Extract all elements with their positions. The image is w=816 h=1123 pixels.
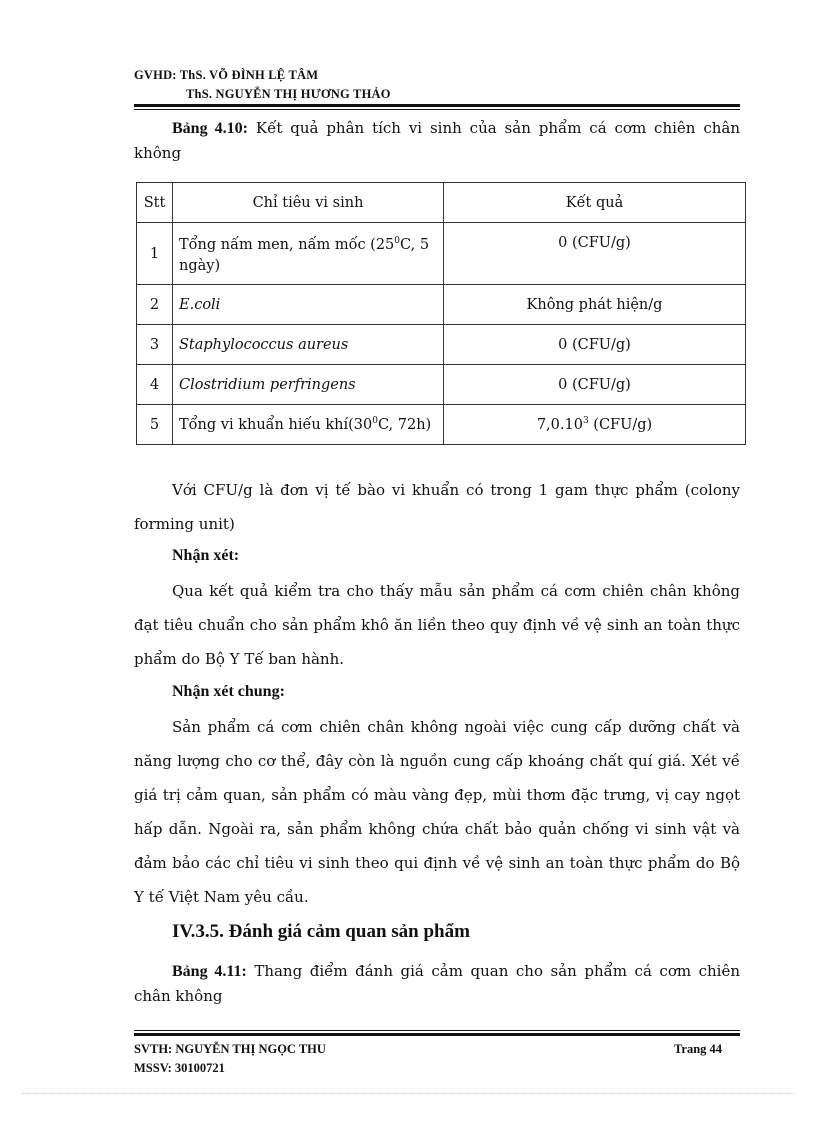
header-stt: Stt [137,183,173,223]
row-stt: 3 [137,325,173,365]
row-stt: 2 [137,285,173,325]
row-result: 0 (CFU/g) [444,365,746,405]
microbial-results-table [136,182,746,445]
table-caption [134,116,740,165]
table-row [137,285,746,325]
row-indicator [173,223,444,285]
footer-rule-thick [134,1033,740,1036]
row-result: Không phát hiện/g [444,285,746,325]
row-indicator [173,405,444,445]
next-caption-label: Bảng 4.11: [172,963,247,980]
general-remark-text: Sản phẩm cá cơm chiên chân không ngoài việc cung cấp dưỡng chất và năng lượng cho cơ thể, đây còn là nguồn cung cấp khoáng chất quí giá. Xét về giá trị cảm quan, sản phẩm có màu vàng đẹp, mùi thơm đặc trưng, vị cay ngọt hấp dẫn. Ngoài ra, sản phẩm không chứa chất bảo quản chống vi sinh vật và đảm bảo các chỉ tiêu vi sinh theo qui định về vệ sinh an toàn thực phẩm do Bộ Y tế Việt Nam yêu cầu. [134,718,740,906]
cfu-note-text: Với CFU/g là đơn vị tế bào vi khuẩn có trong 1 gam thực phẩm (colony forming unit) [134,481,740,533]
supervisor-line-2: ThS. NGUYỄN THỊ HƯƠNG THẢO [186,87,391,101]
header-rule-thick [134,104,740,107]
result-part: (CFU/g) [588,416,653,433]
indicator-part: C, 5 ngày) [179,236,430,275]
indicator-superscript: 0 [394,235,401,246]
student-name: SVTH: NGUYỄN THỊ NGỌC THU [134,1042,326,1056]
table-caption-label: Bảng 4.10: [172,120,249,137]
indicator-part: C, 72h) [377,416,432,433]
indicator-part: Tổng vi khuẩn hiếu khí(30 [179,416,373,433]
footer-rule-thin [134,1030,740,1031]
indicator-part: Tổng nấm men, nấm mốc (25 [179,236,395,253]
general-remark-paragraph [134,710,740,914]
page-number: Trang 44 [674,1042,723,1056]
result-part: 7,0.10 [536,416,583,433]
table-row [137,325,746,365]
row-stt: 5 [137,405,173,445]
student-id: MSSV: 30100721 [134,1061,225,1075]
section-title: IV.3.5. Đánh giá cảm quan sản phẩm [172,921,470,942]
next-table-caption [134,959,740,1008]
row-result [444,405,746,445]
supervisor-line-1: GVHD: ThS. VÕ ĐÌNH LỆ TÂM [134,68,319,82]
table-row [137,223,746,285]
header-result: Kết quả [444,183,746,223]
header-indicator: Chỉ tiêu vi sinh [173,183,444,223]
next-caption-text: Thang điểm đánh giá cảm quan cho sản phẩm cá cơm chiên chân không [134,962,741,1005]
general-remark-label: Nhận xét chung: [172,683,285,700]
page-bottom-divider [22,1093,794,1094]
table-row [137,365,746,405]
row-indicator: Staphylococcus aureus [173,325,444,365]
remark-label: Nhận xét: [172,547,240,564]
row-indicator: E.coli [173,285,444,325]
row-indicator: Clostridium perfringens [173,365,444,405]
header-rule-thin [134,109,740,110]
row-stt: 4 [137,365,173,405]
table-caption-text: Kết quả phân tích vi sinh của sản phẩm cá cơm chiên chân không [134,119,740,162]
table-header-row [137,183,746,223]
remark-text: Qua kết quả kiểm tra cho thấy mẫu sản phẩm cá cơm chiên chân không đạt tiêu chuẩn cho sản phẩm khô ăn liền theo quy định về vệ sinh an toàn thực phẩm do Bộ Y Tế ban hành. [134,582,740,668]
row-result: 0 (CFU/g) [444,223,746,285]
remark-paragraph [134,574,740,676]
row-stt: 1 [137,223,173,285]
table-row [137,405,746,445]
row-result: 0 (CFU/g) [444,325,746,365]
cfu-note [134,473,740,541]
result-superscript: 3 [582,416,589,427]
indicator-superscript: 0 [372,416,378,427]
